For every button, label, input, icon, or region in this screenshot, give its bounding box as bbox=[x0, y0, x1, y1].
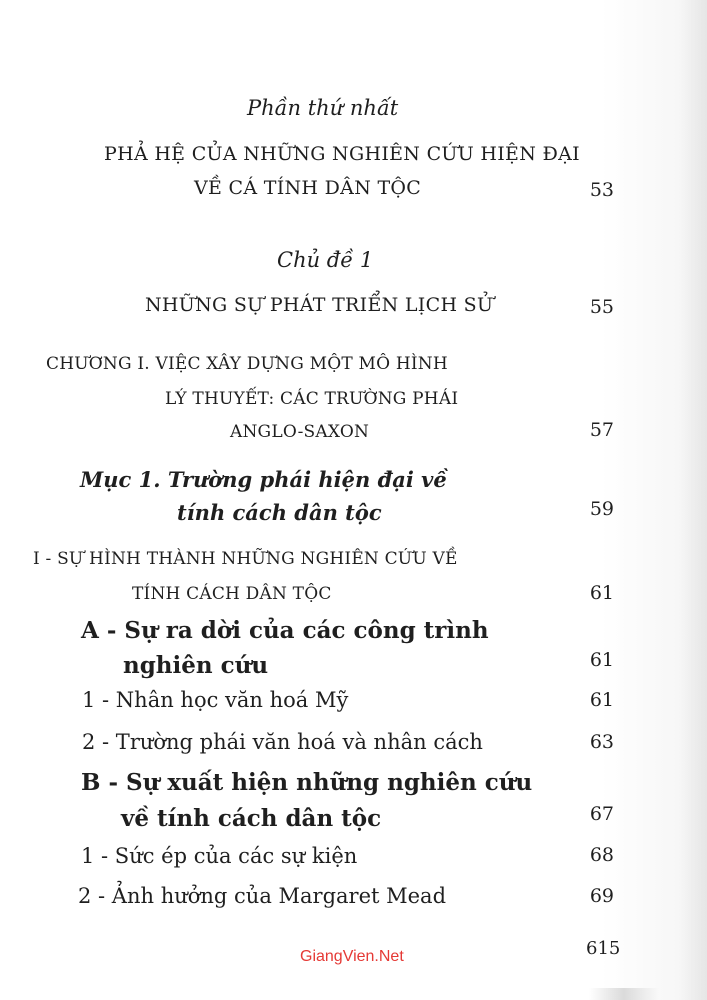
chapter-heading-line-3: ANGLO-SAXON bbox=[230, 422, 370, 442]
chapter-heading-line-2: LÝ THUYẾT: CÁC TRƯỜNG PHÁI bbox=[165, 389, 459, 409]
section-page-number: 59 bbox=[589, 498, 614, 520]
subsection-page-number: 61 bbox=[589, 582, 614, 604]
part-heading-page-number: 53 bbox=[589, 179, 614, 201]
item-a-line-2: nghiên cứu bbox=[123, 652, 269, 679]
item-2b-page-number: 69 bbox=[589, 885, 614, 907]
part-heading-line-1: PHẢ HỆ CỦA NHỮNG NGHIÊN CỨU HIỆN ĐẠI bbox=[104, 143, 580, 165]
item-1b-page-number: 68 bbox=[589, 844, 614, 866]
part-title: Phần thứ nhất bbox=[247, 96, 399, 120]
subsection-heading-line-2: TÍNH CÁCH DÂN TỘC bbox=[132, 584, 332, 604]
scan-artifact bbox=[589, 988, 659, 1000]
theme-title: Chủ đề 1 bbox=[277, 248, 374, 272]
theme-heading: NHỮNG SỰ PHÁT TRIỂN LỊCH SỬ bbox=[145, 294, 494, 316]
chapter-page-number: 57 bbox=[589, 419, 614, 441]
watermark: GiangVien.Net bbox=[300, 948, 404, 965]
item-a-line-1: A - Sự ra dời của các công trình bbox=[81, 617, 489, 644]
item-1b-title: 1 - Sức ép của các sự kiện bbox=[81, 844, 358, 868]
item-1a-page-number: 61 bbox=[589, 689, 614, 711]
item-2a-title: 2 - Trường phái văn hoá và nhân cách bbox=[82, 730, 483, 754]
chapter-heading-line-1: CHƯƠNG I. VIỆC XÂY DỰNG MỘT MÔ HÌNH bbox=[46, 354, 448, 374]
item-2a-page-number: 63 bbox=[589, 731, 614, 753]
item-b-page-number: 67 bbox=[589, 803, 614, 825]
theme-heading-page-number: 55 bbox=[589, 296, 614, 318]
page-edge-shadow bbox=[679, 0, 707, 1000]
item-2b-title: 2 - Ảnh hưởng của Margaret Mead bbox=[78, 884, 447, 908]
subsection-heading-line-1: I - SỰ HÌNH THÀNH NHỮNG NGHIÊN CỨU VỀ bbox=[33, 549, 458, 569]
page-number: 615 bbox=[586, 938, 621, 959]
part-heading-line-2: VỀ CÁ TÍNH DÂN TỘC bbox=[194, 177, 422, 199]
section-title-line-2: tính cách dân tộc bbox=[177, 500, 382, 525]
item-1a-title: 1 - Nhân học văn hoá Mỹ bbox=[82, 688, 349, 712]
item-a-page-number: 61 bbox=[589, 649, 614, 671]
item-b-line-2: về tính cách dân tộc bbox=[121, 805, 382, 832]
section-title-line-1: Mục 1. Trường phái hiện đại về bbox=[80, 467, 447, 492]
item-b-line-1: B - Sự xuất hiện những nghiên cứu bbox=[81, 769, 533, 796]
